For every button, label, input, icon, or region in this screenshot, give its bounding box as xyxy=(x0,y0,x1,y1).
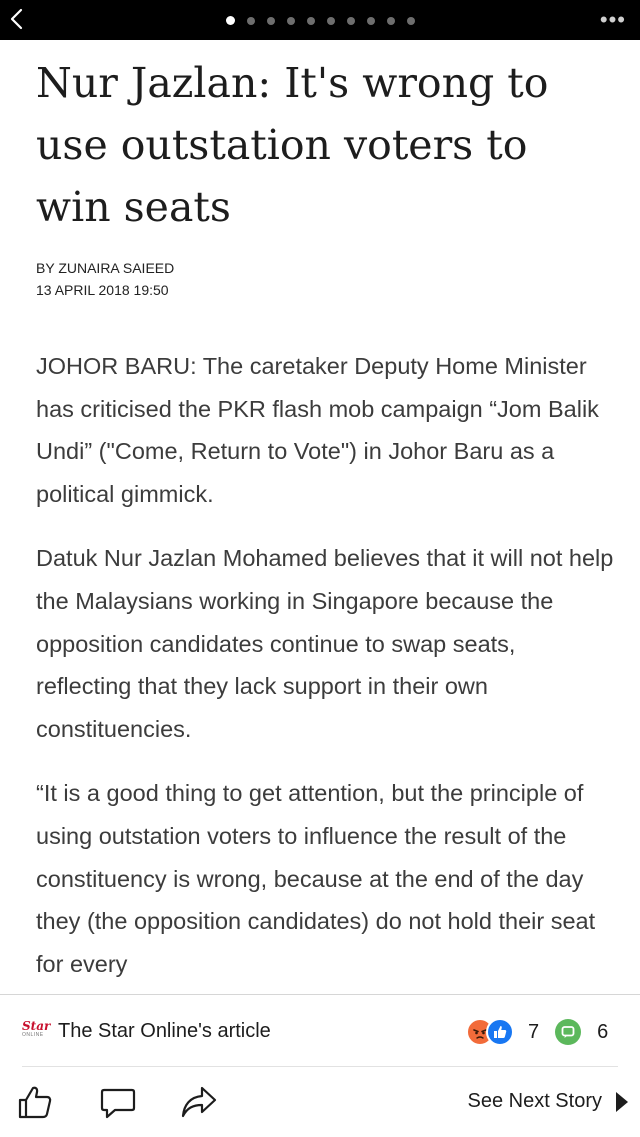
reaction-count: 7 xyxy=(528,1020,540,1043)
article-paragraph: “It is a good thing to get attention, but the principle of using outstation voters to influence the result of the constituency is wrong, because at the end of the day they (the opposition candidates) do not hold their seat for every xyxy=(36,780,596,977)
comment-count: 6 xyxy=(597,1020,609,1043)
back-chevron-icon[interactable] xyxy=(6,6,28,32)
article-paragraph: JOHOR BARU: The caretaker Deputy Home Minister has criticised the PKR flash mob campaign “Jom Balik Undi” ("Come, Return to Vote") in Johor Baru as a political gimmick. xyxy=(36,353,599,507)
page-dot-active xyxy=(226,16,235,25)
top-bar xyxy=(0,0,640,40)
page-dot xyxy=(347,17,355,25)
thumbs-up-icon[interactable] xyxy=(16,1084,54,1120)
publish-date: 13 APRIL 2018 19:50 xyxy=(36,282,169,298)
see-next-story-button[interactable] xyxy=(467,1090,628,1113)
page-dot xyxy=(247,17,255,25)
page-dot xyxy=(327,17,335,25)
share-icon[interactable] xyxy=(180,1084,218,1120)
source-attribution[interactable] xyxy=(0,1012,640,1052)
play-arrow-icon xyxy=(616,1092,628,1112)
page-dot xyxy=(387,17,395,25)
divider xyxy=(22,1066,618,1067)
comment-count-icon xyxy=(555,1019,581,1045)
comment-icon[interactable] xyxy=(99,1084,137,1120)
page-dot xyxy=(307,17,315,25)
page-dot xyxy=(287,17,295,25)
source-name[interactable]: The Star Online's article xyxy=(58,1020,271,1042)
action-bar xyxy=(0,1078,640,1128)
page-indicator xyxy=(226,16,427,25)
like-reaction-icon xyxy=(486,1018,514,1046)
see-next-story-label: See Next Story xyxy=(467,1090,602,1112)
article-body[interactable] xyxy=(36,345,616,981)
article-headline: Nur Jazlan: It's wrong to use outstation voters to win seats xyxy=(36,59,549,231)
article-paragraph: Datuk Nur Jazlan Mohamed believes that it will not help the Malaysians working in Singapore because the opposition candidates continue to swap seats, reflecting that they lack support in their own constituencies. xyxy=(36,545,614,742)
page-dot xyxy=(367,17,375,25)
reactions-summary[interactable] xyxy=(466,1016,608,1048)
divider xyxy=(0,994,640,995)
article-byline xyxy=(36,257,174,301)
page-dot xyxy=(267,17,275,25)
star-online-logo: Star ONLINE xyxy=(22,1019,51,1038)
more-options-icon[interactable]: ••• xyxy=(599,7,626,32)
page-dot xyxy=(407,17,415,25)
author-name: BY ZUNAIRA SAIEED xyxy=(36,260,175,276)
